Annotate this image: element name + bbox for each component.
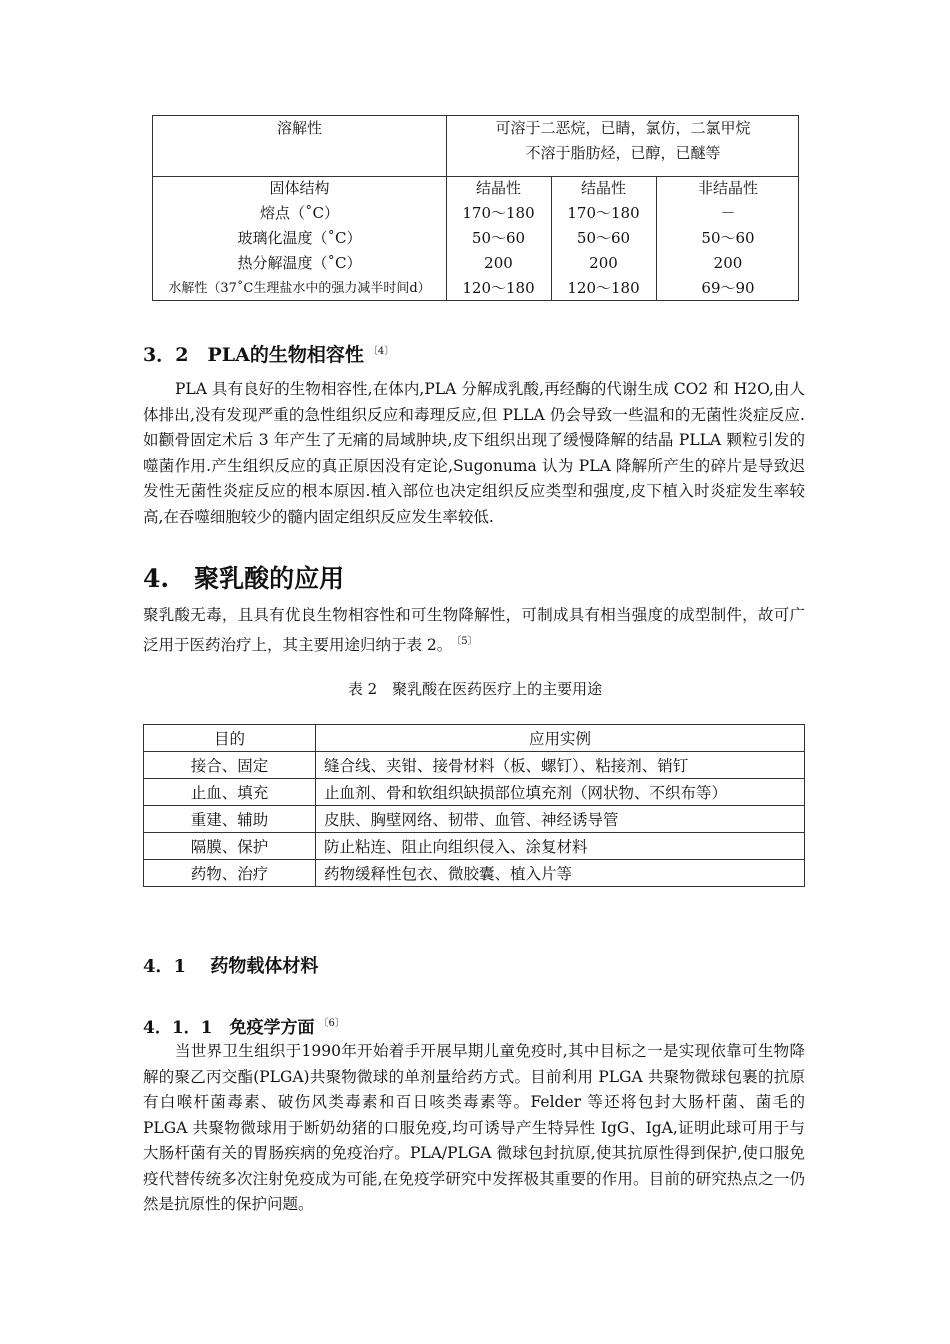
table-row — [144, 806, 805, 833]
row-value: 结晶性 — [580, 179, 626, 197]
row-value: 120～180 — [567, 279, 640, 297]
row-value: 50～60 — [471, 229, 526, 247]
paragraph-text: 聚乳酸无毒，且具有优良生物相容性和可生物降解性，可制成具有相当强度的成型制件，故可广泛用于医药治疗上，其主要用途归纳于表 2。 — [143, 606, 805, 654]
purpose-cell: 接合、固定 — [144, 752, 316, 779]
table-row — [144, 833, 805, 860]
row-value: 结晶性 — [475, 179, 521, 197]
row-value: 170～180 — [462, 204, 535, 222]
reference-mark: 〔5〕 — [456, 635, 478, 647]
header-cell: 应用实例 — [316, 725, 805, 752]
uses-table — [143, 724, 805, 887]
row-value: 69～90 — [701, 279, 755, 297]
row-value: 非结晶性 — [697, 179, 758, 197]
paragraph: 当世界卫生组织于1990年开始着手开展早期儿童免疫时,其中目标之一是实现依靠可生物降解的聚乙丙交酯(PLGA)共聚物微球的单剂量给药方式。目前利用 PLGA 共聚物微球包裹的抗原有白喉杆菌毒素、破伤风类毒素和百日咳类毒素等。Felder 等还将包封大肠杆菌、菌毛的 PLGA 共聚物微球用于断奶幼猪的口服免疫,均可诱导产生特异性 IgG、IgA,证明此球可用于与大肠杆菌有关的胃肠疾病的免疫治疗。PLA/PLGA 微球包封抗原,使其抗原性得到保护,使口服免疫代替传统多次注射免疫成为可能,在免疫学研究中发挥极其重要的作用。目前的研究热点之一仍然是抗原性的保护问题。 — [143, 1042, 805, 1213]
header-cell: 目的 — [144, 725, 316, 752]
row-value: 120～180 — [462, 279, 535, 297]
properties-table — [152, 115, 799, 301]
table-caption: 表 2 聚乳酸在医药医疗上的主要用途 — [347, 680, 603, 698]
row-value: － — [720, 204, 736, 222]
solubility-line2: 不溶于脂肪烃，已醇，已醚等 — [525, 144, 721, 162]
row-value: 50～60 — [701, 229, 755, 247]
row-label: 熔点（˚C） — [260, 204, 339, 222]
heading-text: 4．1．1 免疫学方面 — [143, 1018, 315, 1038]
row-label: 固体结构 — [269, 179, 330, 197]
example-cell: 缝合线、夹钳、接骨材料（板、螺钉）、粘接剂、销钉 — [316, 752, 805, 779]
paragraph — [143, 603, 805, 658]
row-value: 50～60 — [576, 229, 631, 247]
solubility-line1: 可溶于二恶烷，已睛，氯仿，二氯甲烷 — [495, 119, 751, 137]
paragraph: PLA 具有良好的生物相容性,在体内,PLA 分解成乳酸,再经酶的代谢生成 CO2 和 H2O,由人体排出,没有发现严重的急性组织反应和毒理反应,但 PLLA 仍会导致一些温和的无菌性炎症反应.如颧骨固定术后 3 年产生了无痛的局域肿块,皮下组织出现了缓慢降解的结晶 PLLA 颗粒引发的噬菌作用.产生组织反应的真正原因没有定论,Sugonuma 认为 PLA 降解所产生的碎片是导致迟发性无菌性炎症反应的根本原因.植入部位也决定组织反应类型和强度,皮下植入时炎症发生率较高,在吞噬细胞较少的髓内固定组织反应发生率较低. — [143, 380, 805, 526]
row-value: 200 — [713, 254, 743, 272]
row-value: 200 — [484, 254, 513, 272]
example-cell: 药物缓释性包衣、微胶囊、植入片等 — [316, 860, 805, 887]
solubility-label: 溶解性 — [276, 119, 322, 137]
row-label: 热分解温度（˚C） — [237, 254, 362, 272]
subsection-heading: 4．1 药物载体材料 — [143, 956, 319, 977]
reference-mark: 〔6〕 — [318, 1018, 345, 1030]
purpose-cell: 隔膜、保护 — [144, 833, 316, 860]
subsubsection-heading — [143, 1013, 345, 1038]
example-cell: 皮肤、胸壁网络、韧带、血管、神经诱导管 — [316, 806, 805, 833]
heading-text: 3．2 PLA的生物相容性 — [143, 344, 364, 366]
purpose-cell: 止血、填充 — [144, 779, 316, 806]
reference-mark: 〔4〕 — [367, 345, 395, 357]
table-row — [144, 779, 805, 806]
purpose-cell: 药物、治疗 — [144, 860, 316, 887]
purpose-cell: 重建、辅助 — [144, 806, 316, 833]
row-label: 水解性（37˚C生理盐水中的强力减半时间d） — [168, 281, 431, 296]
row-value: 170～180 — [567, 204, 640, 222]
section-heading — [143, 340, 394, 367]
table-header-row — [144, 725, 805, 752]
example-cell: 止血剂、骨和软组织缺损部位填充剂（网状物、不织布等） — [316, 779, 805, 806]
row-value: 200 — [589, 254, 618, 272]
chapter-heading: 4. 聚乳酸的应用 — [143, 564, 345, 593]
example-cell: 防止粘连、阻止向组织侵入、涂复材料 — [316, 833, 805, 860]
table-row — [144, 860, 805, 887]
table-row — [144, 752, 805, 779]
row-label: 玻璃化温度（˚C） — [237, 229, 362, 247]
